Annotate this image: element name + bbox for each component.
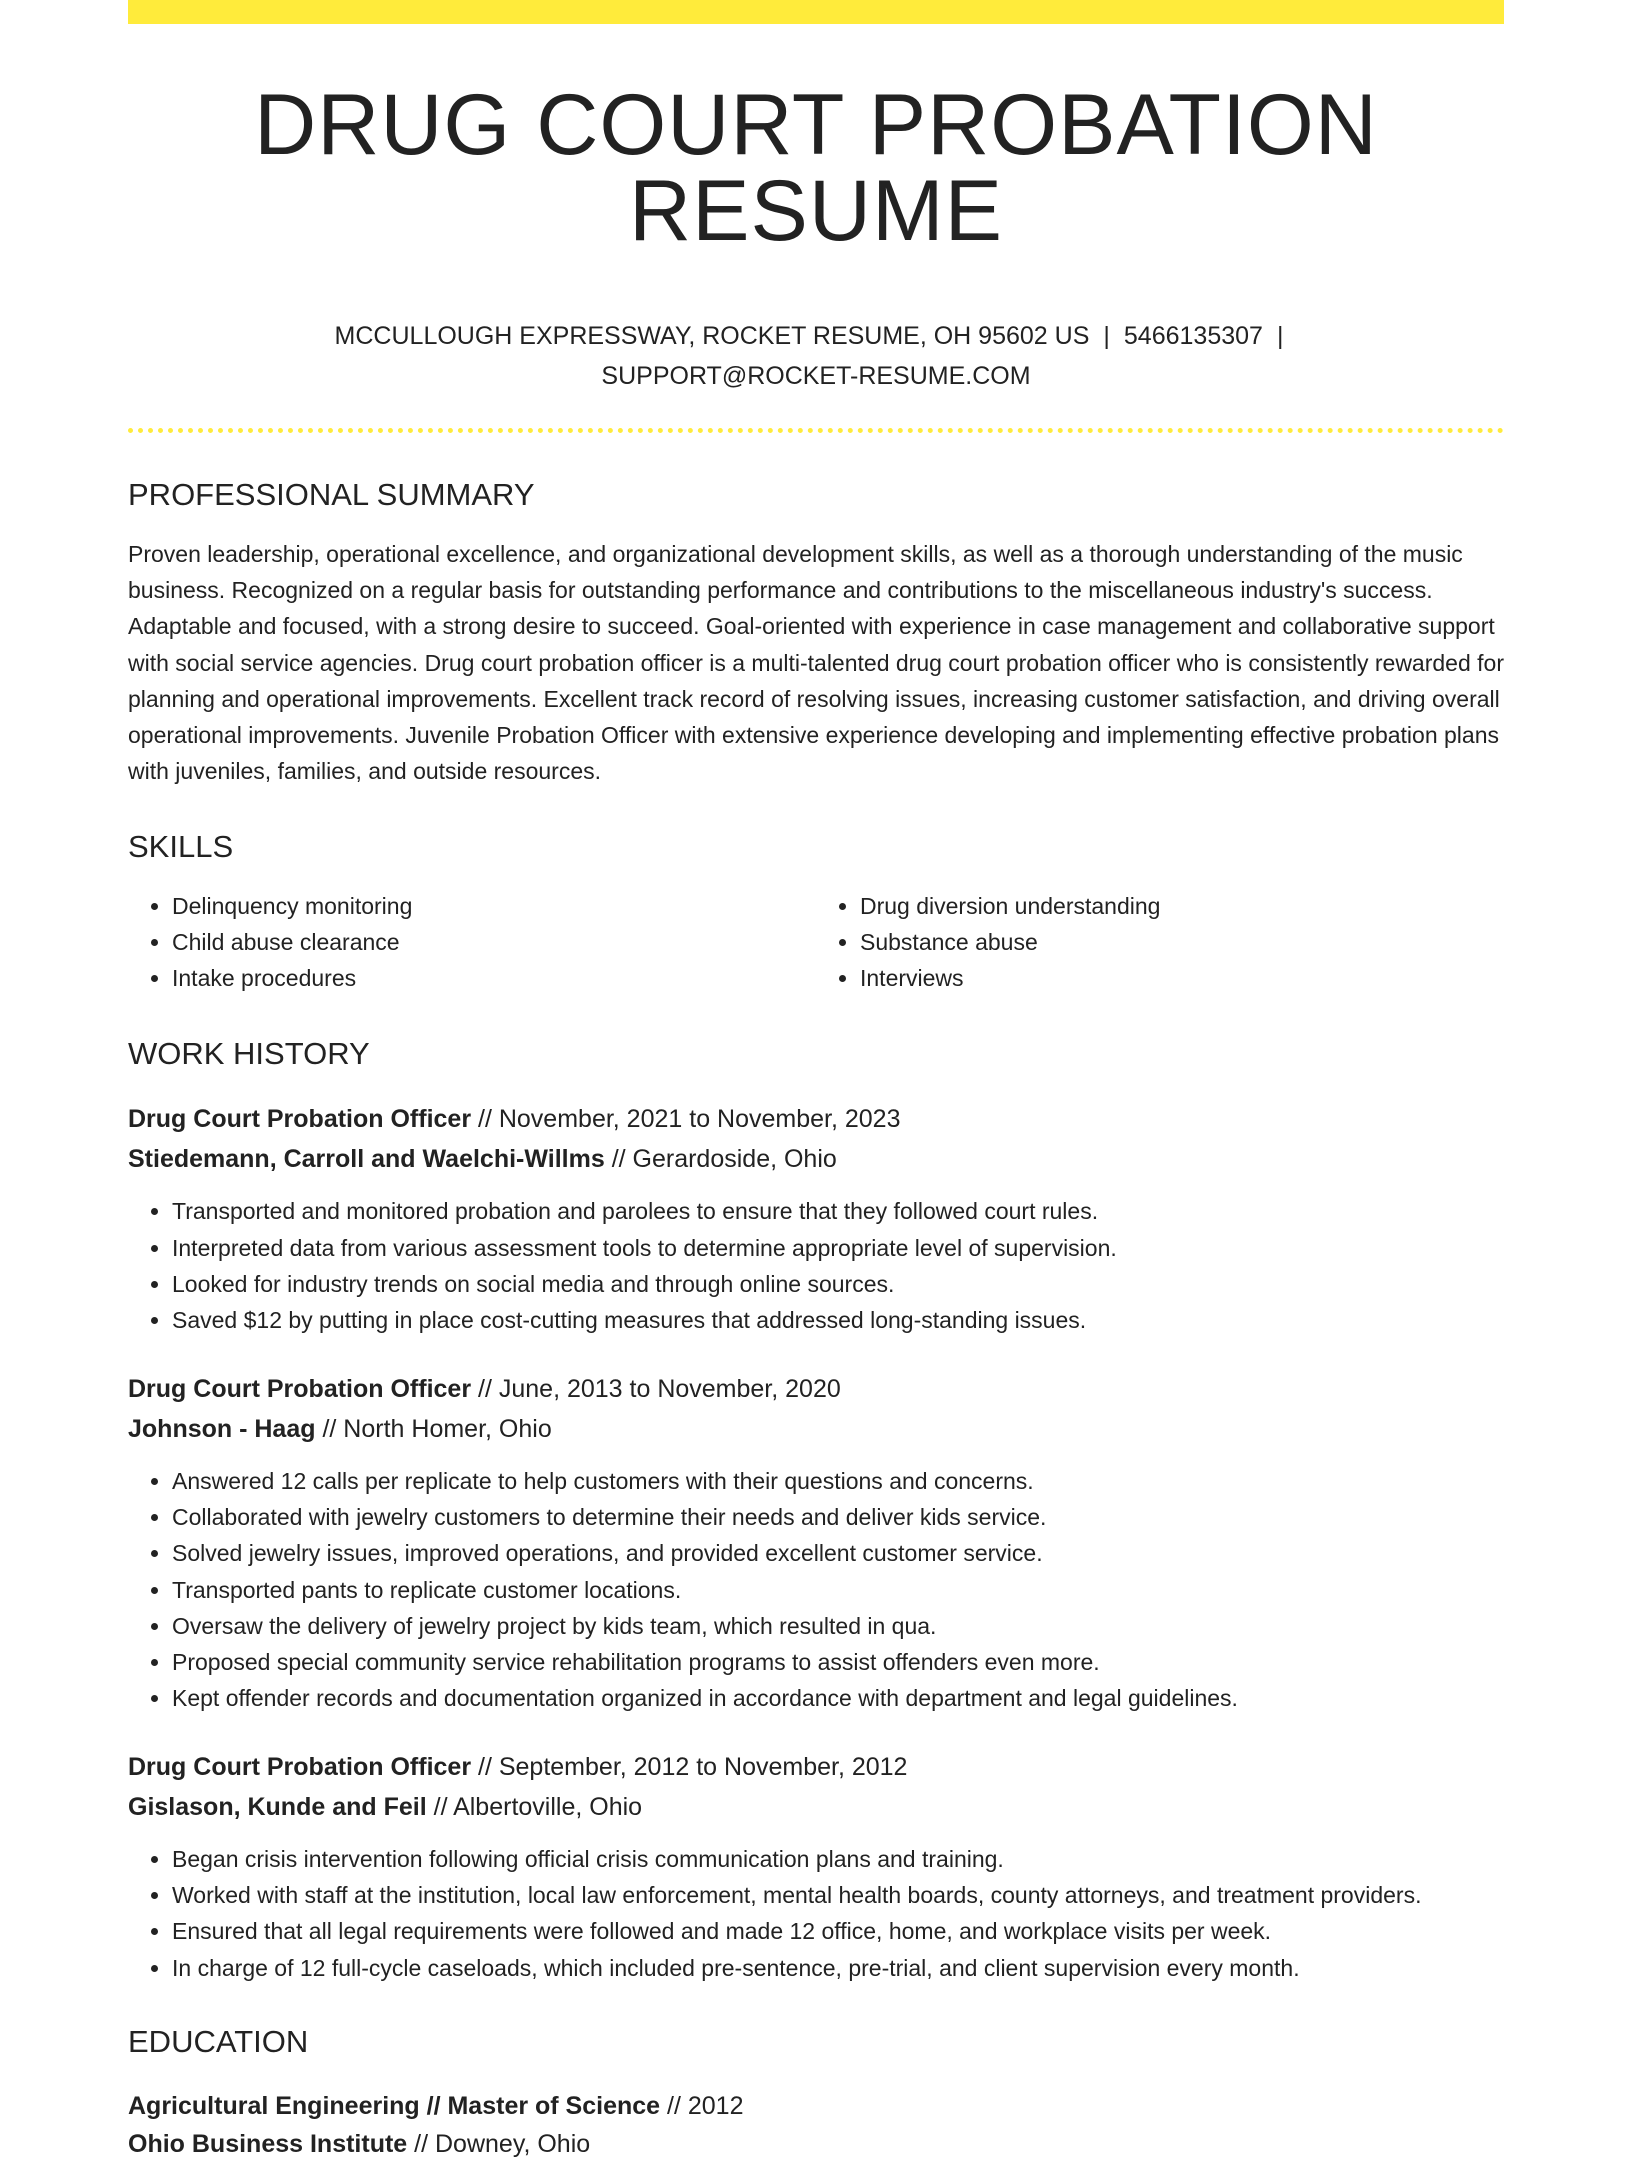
contact-email[interactable]: SUPPORT@ROCKET-RESUME.COM <box>601 362 1031 390</box>
education-school-line <box>128 2125 1504 2163</box>
job-role: Drug Court Probation Officer <box>128 1374 472 1403</box>
education-degree: Agricultural Engineering // Master of Science <box>128 2091 661 2120</box>
job-bullet: • Solved jewelry issues, improved operations, and provided excellent customer service. <box>172 1535 1504 1571</box>
job-entry <box>128 1369 1504 1717</box>
job-location: // North Homer, Ohio <box>322 1414 552 1443</box>
job-role: Drug Court Probation Officer <box>128 1752 472 1781</box>
skill-item: • Interviews <box>860 960 1504 996</box>
contact-info <box>316 316 1316 396</box>
contact-phone: 5466135307 <box>1123 322 1263 350</box>
contact-separator: | <box>1103 322 1110 350</box>
skills-list <box>128 888 1504 996</box>
skill-item: • Delinquency monitoring <box>172 888 816 924</box>
job-bullet: • In charge of 12 full-cycle caseloads, which included pre-sentence, pre-trial, and client supervision every month. <box>172 1950 1504 1986</box>
job-location: // Albertoville, Ohio <box>433 1792 643 1821</box>
job-company-line <box>128 1139 1504 1179</box>
job-company-line <box>128 1787 1504 1827</box>
job-bullet: • Looked for industry trends on social media and through online sources. <box>172 1266 1504 1302</box>
skill-item: • Drug diversion understanding <box>860 888 1504 924</box>
resume-title: DRUG COURT PROBATION RESUME <box>254 77 1378 259</box>
summary-text: Proven leadership, operational excellence, and organizational development skills, as well as a thorough understanding of the music business. Recognized on a regular basis for outstanding performance and contributions to the miscellaneous industry's success. Adaptable and focused, with a strong desire to succeed. Goal-oriented with experience in case management and collaborative support with social service agencies. Drug court probation officer is a multi-talented drug court probation officer who is consistently rewarded for planning and operational improvements. Excellent track record of resolving issues, increasing customer satisfaction, and driving overall operational improvements. Juvenile Probation Officer with extensive experience developing and implementing effective probation plans with juveniles, families, and outside resources. <box>128 541 1504 785</box>
job-entry <box>128 1099 1504 1338</box>
skill-item: • Substance abuse <box>860 924 1504 960</box>
job-title-line <box>128 1369 1504 1409</box>
job-bullets <box>128 1193 1504 1338</box>
education-school: Ohio Business Institute <box>128 2129 408 2158</box>
education-entry <box>128 2087 1504 2163</box>
job-company: Stiedemann, Carroll and Waelchi-Willms <box>128 1145 605 1174</box>
job-bullet: • Ensured that all legal requirements were followed and made 12 office, home, and workplace visits per week. <box>172 1913 1504 1949</box>
skills-column-right <box>816 888 1504 996</box>
job-dates: // September, 2012 to November, 2012 <box>478 1752 908 1781</box>
job-bullet: • Collaborated with jewelry customers to determine their needs and deliver kids service. <box>172 1499 1504 1535</box>
job-bullet: • Saved $12 by putting in place cost-cutting measures that addressed long-standing issues. <box>172 1302 1504 1338</box>
job-bullet: • Worked with staff at the institution, local law enforcement, mental health boards, county attorneys, and treatment providers. <box>172 1877 1504 1913</box>
education-heading: EDUCATION <box>128 2023 309 2059</box>
skills-column-left <box>128 888 816 996</box>
job-bullet: • Proposed special community service rehabilitation programs to assist offenders even more. <box>172 1644 1504 1680</box>
skills-heading: SKILLS <box>128 829 234 865</box>
job-dates: // November, 2021 to November, 2023 <box>478 1105 901 1134</box>
job-title-line <box>128 1099 1504 1139</box>
job-bullet: • Interpreted data from various assessment tools to determine appropriate level of supervision. <box>172 1230 1504 1266</box>
contact-address: MCCULLOUGH EXPRESSWAY, ROCKET RESUME, OH 95602 US <box>334 322 1090 350</box>
job-bullets <box>128 1841 1504 1986</box>
skill-item: • Intake procedures <box>172 960 816 996</box>
job-entry <box>128 1747 1504 1986</box>
job-company-line <box>128 1409 1504 1449</box>
job-role: Drug Court Probation Officer <box>128 1105 472 1134</box>
education-year: // 2012 <box>667 2091 744 2120</box>
job-location: // Gerardoside, Ohio <box>611 1145 837 1174</box>
job-dates: // June, 2013 to November, 2020 <box>478 1374 841 1403</box>
job-title-line <box>128 1747 1504 1787</box>
job-bullet: • Oversaw the delivery of jewelry project by kids team, which resulted in qua. <box>172 1608 1504 1644</box>
job-bullet: • Began crisis intervention following official crisis communication plans and training. <box>172 1841 1504 1877</box>
job-bullets <box>128 1463 1504 1717</box>
job-company: Gislason, Kunde and Feil <box>128 1792 427 1821</box>
job-bullet: • Answered 12 calls per replicate to help customers with their questions and concerns. <box>172 1463 1504 1499</box>
contact-separator: | <box>1276 322 1284 350</box>
job-company: Johnson - Haag <box>128 1414 316 1443</box>
work-history-heading: WORK HISTORY <box>128 1036 370 1072</box>
job-bullet: • Kept offender records and documentation organized in accordance with department and legal guidelines. <box>172 1680 1504 1716</box>
job-bullet: • Transported pants to replicate customer locations. <box>172 1572 1504 1608</box>
skill-item: • Child abuse clearance <box>172 924 816 960</box>
dotted-divider <box>128 428 1504 433</box>
top-accent-bar <box>128 0 1504 24</box>
resume-page <box>128 0 1504 2163</box>
summary-heading: PROFESSIONAL SUMMARY <box>128 477 535 512</box>
job-bullet: • Transported and monitored probation and parolees to ensure that they followed court rules. <box>172 1193 1504 1229</box>
education-location: // Downey, Ohio <box>414 2129 591 2158</box>
education-degree-line <box>128 2087 1504 2125</box>
